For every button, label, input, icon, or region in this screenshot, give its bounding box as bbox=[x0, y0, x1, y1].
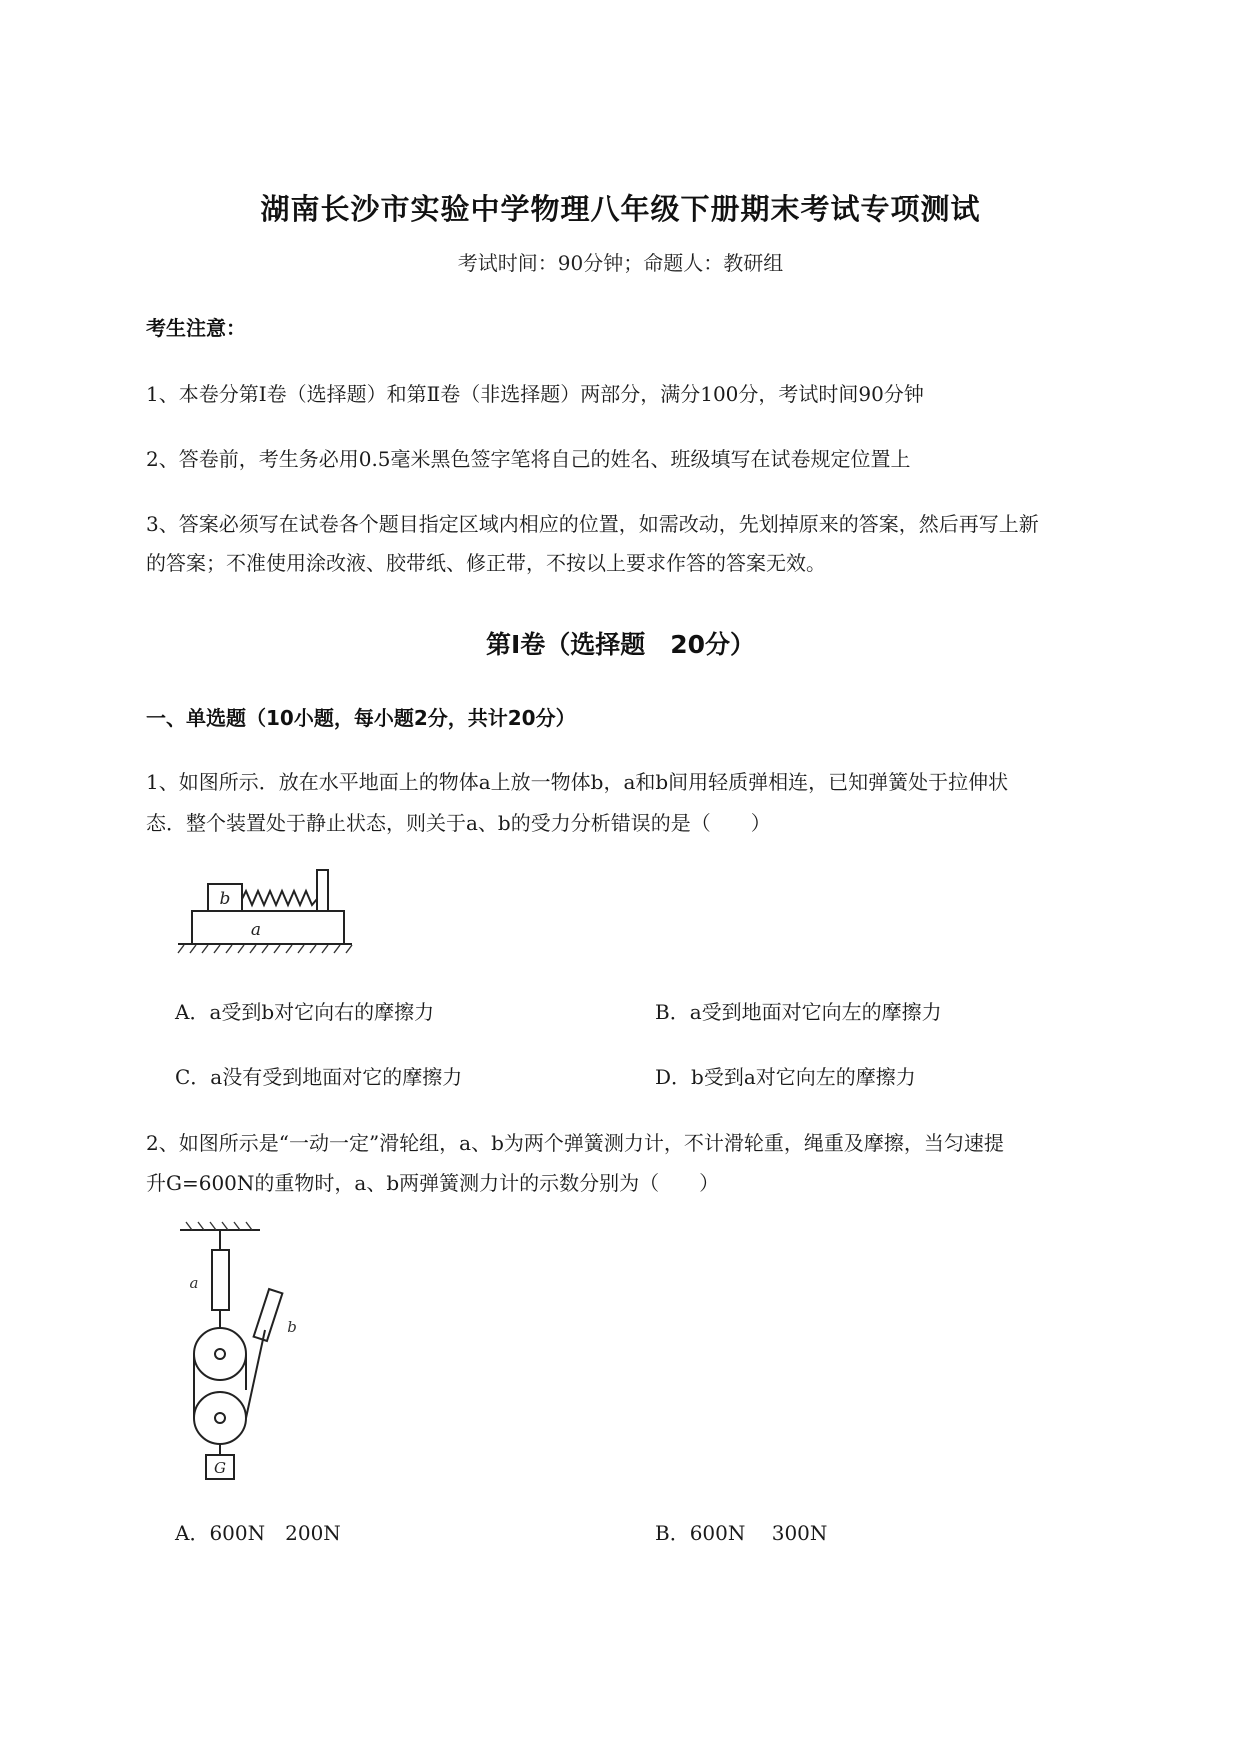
spring-meter-b bbox=[254, 1289, 283, 1341]
spring-meter-a bbox=[212, 1250, 229, 1310]
wall-post bbox=[317, 870, 328, 911]
q2-option-b[interactable]: B．600N 300N bbox=[655, 1521, 828, 1545]
label-weight: G bbox=[214, 1459, 226, 1477]
question-2-text: 2、如图所示是“一动一定”滑轮组，a、b为两个弹簧测力计，不计滑轮重，绳重及摩擦，当匀速提 bbox=[146, 1131, 1004, 1155]
ceiling-hatch bbox=[186, 1222, 252, 1230]
label-a: a bbox=[250, 920, 262, 940]
spring bbox=[242, 891, 317, 905]
question-1-text-cont: 态．整个装置处于静止状态，则关于a、b的受力分析错误的是（ ） bbox=[146, 811, 771, 835]
notice-item-3: 3、答案必须写在试卷各个题目指定区域内相应的位置，如需改动，先划掉原来的答案，然后再写上新 bbox=[146, 512, 1039, 536]
label-meter-a: a bbox=[189, 1274, 199, 1292]
notice-item-1: 1、本卷分第Ⅰ卷（选择题）和第Ⅱ卷（非选择题）两部分，满分100分，考试时间90分钟 bbox=[146, 382, 924, 406]
page-title: 湖南长沙市实验中学物理八年级下册期末考试专项测试 bbox=[260, 192, 981, 226]
q1-option-a[interactable]: A．a受到b对它向右的摩擦力 bbox=[175, 1000, 435, 1024]
label-meter-b: b bbox=[287, 1318, 297, 1336]
label-b: b bbox=[219, 889, 231, 909]
notice-item-2: 2、答卷前，考生务必用0.5毫米黑色签字笔将自己的姓名、班级填写在试卷规定位置上 bbox=[146, 447, 911, 471]
notice-item-3-cont: 的答案；不准使用涂改液、胶带纸、修正带，不按以上要求作答的答案无效。 bbox=[146, 551, 826, 575]
fixed-pulley bbox=[194, 1328, 246, 1380]
exam-info: 考试时间：90分钟；命题人：教研组 bbox=[457, 251, 784, 275]
movable-pulley bbox=[194, 1392, 246, 1444]
question-2-figure bbox=[170, 1220, 310, 1477]
question-2-text-cont: 升G=600N的重物时，a、b两弹簧测力计的示数分别为（ ） bbox=[146, 1171, 720, 1195]
block-a bbox=[192, 911, 344, 944]
section-heading: 一、单选题（10小题，每小题2分，共计20分） bbox=[146, 706, 576, 730]
q2-option-a[interactable]: A．600N 200N bbox=[175, 1521, 341, 1545]
question-1-figure bbox=[170, 865, 360, 955]
notice-heading: 考生注意： bbox=[146, 316, 246, 340]
q1-option-b[interactable]: B．a受到地面对它向左的摩擦力 bbox=[655, 1000, 942, 1024]
q1-option-d[interactable]: D．b受到a对它向左的摩擦力 bbox=[655, 1065, 916, 1089]
part-heading: 第Ⅰ卷（选择题 20分） bbox=[485, 630, 756, 659]
q1-option-c[interactable]: C．a没有受到地面对它的摩擦力 bbox=[175, 1065, 463, 1089]
question-1-text: 1、如图所示．放在水平地面上的物体a上放一物体b，a和b间用轻质弹相连，已知弹簧处于拉伸状 bbox=[146, 770, 1009, 794]
ground-hatch bbox=[178, 945, 352, 953]
